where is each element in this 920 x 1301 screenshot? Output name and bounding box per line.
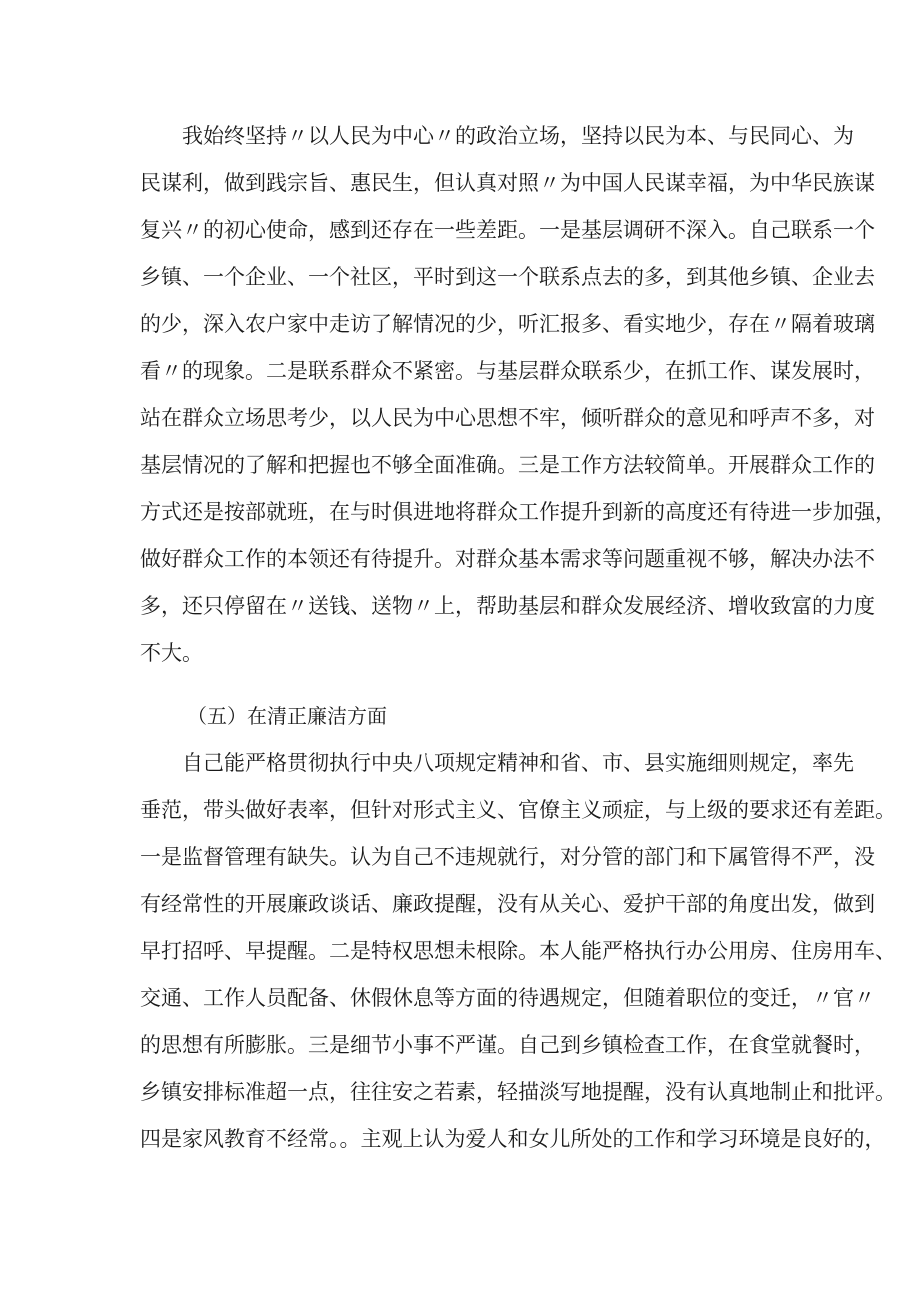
paragraph-line: 站在群众立场思考少，以人民为中心思想不牢，倾听群众的意见和呼声不多，对 xyxy=(140,406,875,430)
paragraph-line: 一是监督管理有缺失。认为自己不违规就行，对分管的部门和下属管得不严，没 xyxy=(140,845,875,869)
paragraph-line: 不大。 xyxy=(140,641,203,665)
paragraph-line: 的少，深入农户家中走访了解情况的少，听汇报多、看实地少，存在〃隔着玻璃 xyxy=(140,312,875,336)
paragraph-line: 看〃的现象。二是联系群众不紧密。与基层群众联系少，在抓工作、谋发展时， xyxy=(140,359,875,383)
paragraph-line: 自己能严格贯彻执行中央八项规定精神和省、市、县实施细则规定，率先 xyxy=(140,751,854,775)
paragraph-1 xyxy=(140,113,896,677)
paragraph-line: 我始终坚持〃以人民为中心〃的政治立场，坚持以民为本、与民同心、为 xyxy=(140,124,854,148)
paragraph-line: 早打招呼、早提醒。二是特权思想未根除。本人能严格执行办公用房、住房用车、 xyxy=(140,939,896,963)
paragraph-line: 乡镇、一个企业、一个社区，平时到这一个联系点去的多，到其他乡镇、企业去 xyxy=(140,265,875,289)
paragraph-line: 交通、工作人员配备、休假休息等方面的待遇规定，但随着职位的变迁，〃官〃 xyxy=(140,986,875,1010)
paragraph-line: 做好群众工作的本领还有待提升。对群众基本需求等问题重视不够，解决办法不 xyxy=(140,547,875,571)
paragraph-line: 的思想有所膨胀。三是细节小事不严谨。自己到乡镇检查工作，在食堂就餐时， xyxy=(140,1033,875,1057)
section-heading: （五）在清正廉洁方面 xyxy=(187,704,387,728)
paragraph-line: 民谋利，做到践宗旨、惠民生，但认真对照〃为中国人民谋幸福，为中华民族谋 xyxy=(140,171,875,195)
paragraph-line: 乡镇安排标准超一点，往往安之若素，轻描淡写地提醒，没有认真地制止和批评。 xyxy=(140,1080,896,1104)
paragraph-line: 有经常性的开展廉政谈话、廉政提醒，没有从关心、爱护干部的角度出发，做到 xyxy=(140,892,875,916)
paragraph-line: 多，还只停留在〃送钱、送物〃上，帮助基层和群众发展经济、增收致富的力度 xyxy=(140,594,875,618)
paragraph-line: 垂范，带头做好表率，但针对形式主义、官僚主义顽症，与上级的要求还有差距。 xyxy=(140,798,896,822)
paragraph-line: 四是家风教育不经常。。主观上认为爱人和女儿所处的工作和学习环境是良好的， xyxy=(140,1127,886,1151)
paragraph-line: 复兴〃的初心使命，感到还存在一些差距。一是基层调研不深入。自己联系一个 xyxy=(140,218,875,242)
paragraph-line: 方式还是按部就班，在与时俱进地将群众工作提升到新的高度还有待进一步加强， xyxy=(140,500,896,524)
paragraph-2 xyxy=(140,740,896,1163)
paragraph-line: 基层情况的了解和把握也不够全面准确。三是工作方法较简单。开展群众工作的 xyxy=(140,453,875,477)
